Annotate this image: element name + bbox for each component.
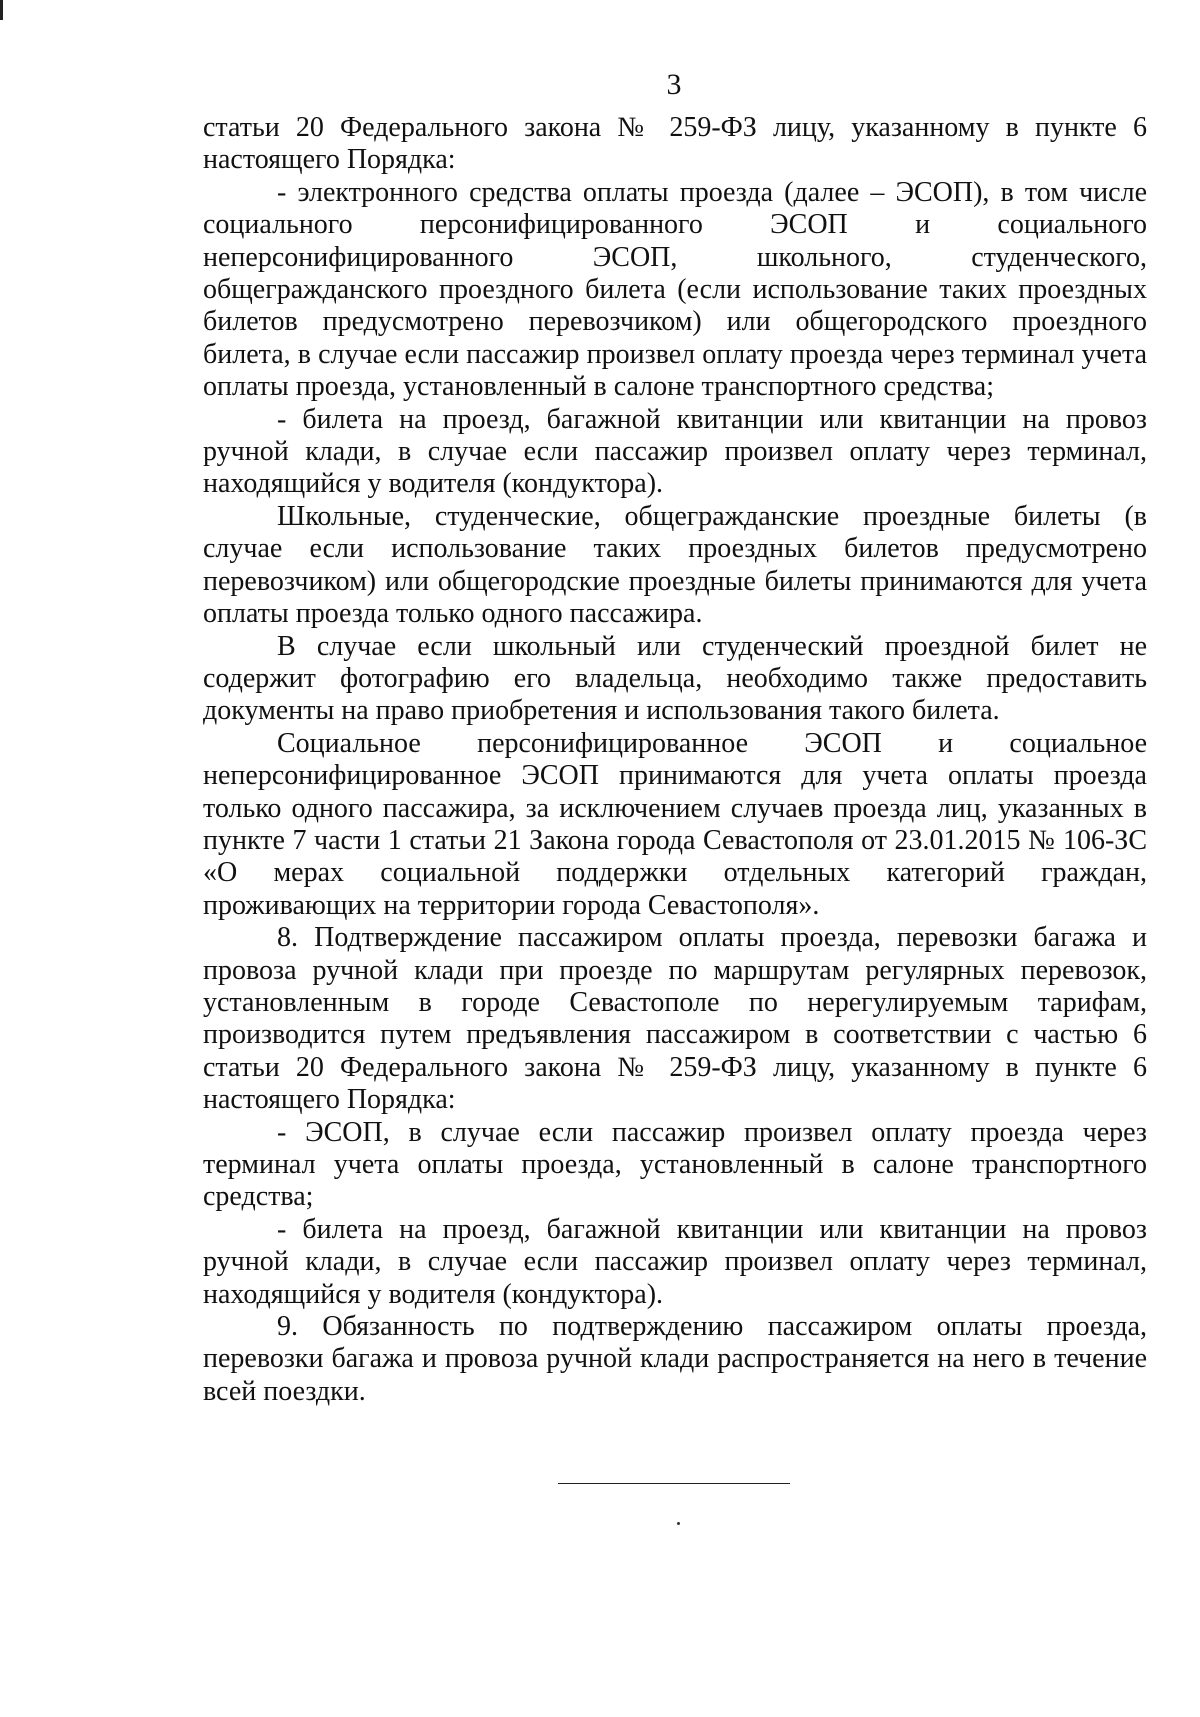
page-number: 3 <box>666 68 682 101</box>
paragraph-continuation: статьи 20 Федерального закона № 259-ФЗ лицу, указанному в пункте 6 настоящего Порядка: <box>203 112 1147 176</box>
scan-edge-mark <box>0 0 3 20</box>
paragraph-clause-8: 8. Подтверждение пассажиром оплаты проезда, перевозки багажа и провоза ручной клади при проезде по маршрутам регулярных перевозок, установленным в городе Севастополе по нерегулируемым тарифам, производится путем предъявления пассажиром в соответствии с частью 6 статьи 20 Федерального закона № 259-ФЗ лицу, указанному в пункте 6 настоящего Порядка: <box>203 922 1147 1116</box>
paragraph-social-esop: Социальное персонифицированное ЭСОП и социальное неперсонифицированное ЭСОП принимаются для учета оплаты проезда только одного пассажира, за исключением случаев проезда лиц, указанных в пункте 7 части 1 статьи 21 Закона города Севастополя от 23.01.2015 № 106-ЗС «О мерах социальной поддержки отдельных категорий граждан, проживающих на территории города Севастополя». <box>203 727 1147 921</box>
paragraph-no-photo: В случае если школьный или студенческий проездной билет не содержит фотографию его владельца, необходимо также предоставить документы на право приобретения и использования такого билета. <box>203 630 1147 727</box>
scan-speck <box>677 1522 680 1525</box>
paragraph-ticket-item: - билета на проезд, багажной квитанции или квитанции на провоз ручной клади, в случае если пассажир произвел оплату через терминал, находящийся у водителя (кондуктора). <box>203 403 1147 500</box>
paragraph-esop-item: - электронного средства оплаты проезда (далее – ЭСОП), в том числе социального персонифицированного ЭСОП и социального неперсонифицированного ЭСОП, школьного, студенческого, общегражданского проездного билета (если использование таких проездных билетов предусмотрено перевозчиком) или общегородского проездного билета, в случае если пассажир произвел оплату проезда через терминал учета оплаты проезда, установленный в салоне транспортного средства; <box>203 176 1147 403</box>
paragraph-clause-8-esop: - ЭСОП, в случае если пассажир произвел оплату проезда через терминал учета оплаты проезда, установленный в салоне транспортного средства; <box>203 1116 1147 1213</box>
paragraph-clause-8-ticket: - билета на проезд, багажной квитанции или квитанции на провоз ручной клади, в случае если пассажир произвел оплату через терминал, находящийся у водителя (кондуктора). <box>203 1213 1147 1310</box>
end-of-document-rule <box>558 1483 790 1484</box>
paragraph-school-tickets: Школьные, студенческие, общегражданские проездные билеты (в случае если использование таких проездных билетов предусмотрено перевозчиком) или общегородские проездные билеты принимаются для учета оплаты проезда только одного пассажира. <box>203 500 1147 630</box>
document-body <box>203 112 1147 1408</box>
paragraph-clause-9: 9. Обязанность по подтверждению пассажиром оплаты проезда, перевозки багажа и провоза ручной клади распространяется на него в течение всей поездки. <box>203 1311 1147 1407</box>
